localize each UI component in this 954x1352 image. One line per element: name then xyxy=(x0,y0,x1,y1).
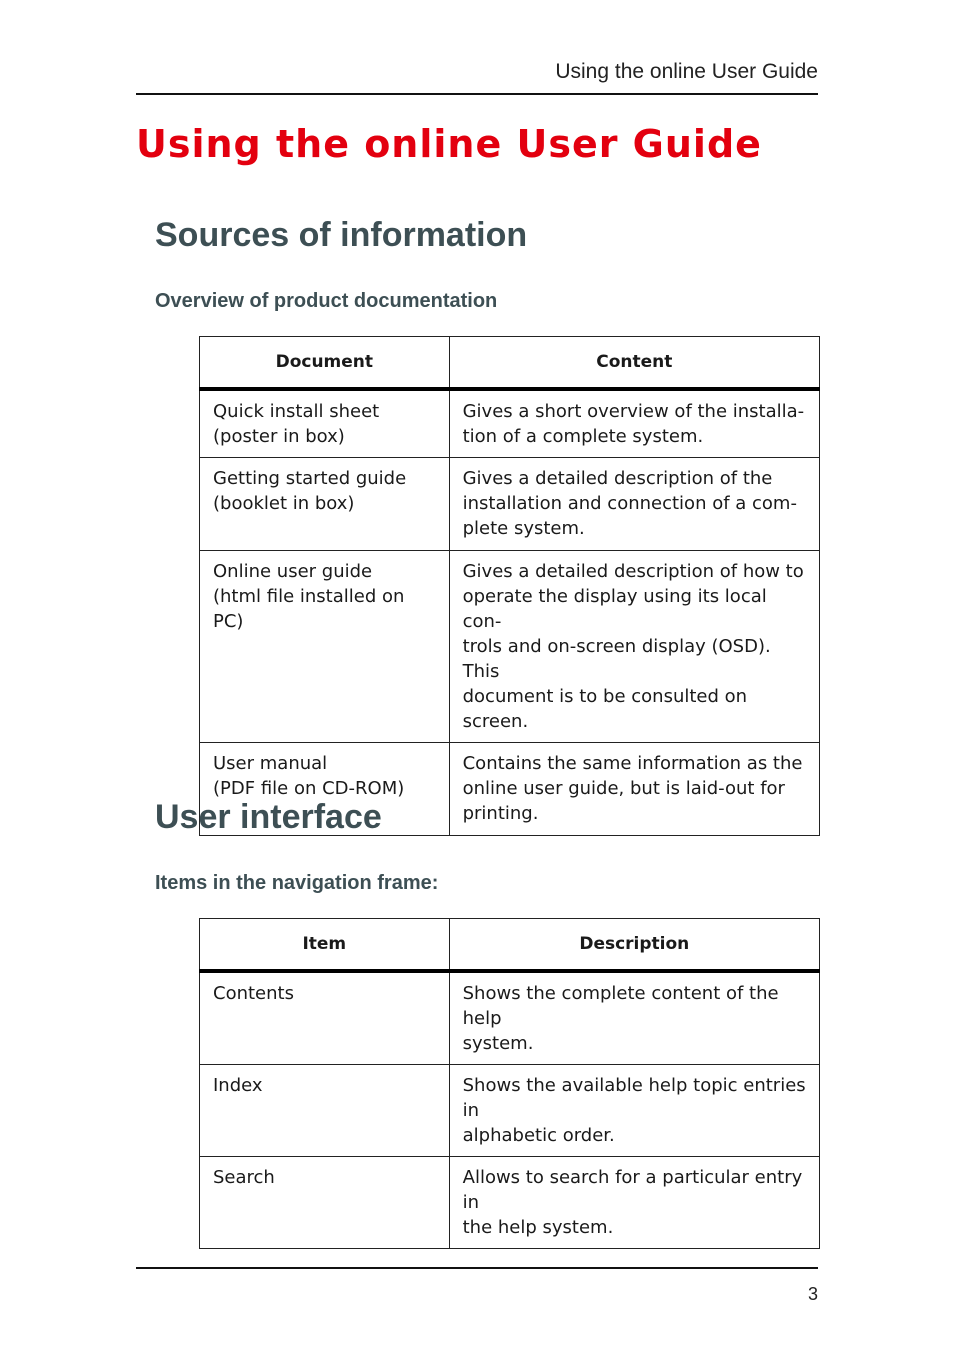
chapter-title: Using the online User Guide xyxy=(136,122,762,166)
content-cell: Gives a detailed description of the installation and connection of a com- plete system. xyxy=(449,458,819,551)
content-cell: Contains the same information as the online user guide, but is laid-out for printing. xyxy=(449,743,819,836)
header-rule xyxy=(136,93,818,95)
content-cell: Gives a detailed description of how to operate the display using its local con- trols and on-screen display (OSD). This document is to be consulted on screen. xyxy=(449,551,819,743)
table-row xyxy=(200,1157,820,1249)
navigation-subheading: Items in the navigation frame: xyxy=(155,872,439,894)
sources-heading: Sources of information xyxy=(155,216,528,254)
column-header-document: Document xyxy=(200,337,450,390)
item-cell: Contents xyxy=(200,971,450,1065)
document-cell: User manual (PDF file on CD-ROM) xyxy=(200,743,450,836)
page-number: 3 xyxy=(807,1284,818,1304)
documentation-subheading: Overview of product documentation xyxy=(155,290,498,312)
description-cell: Allows to search for a particular entry in the help system. xyxy=(449,1157,819,1249)
description-cell: Shows the complete content of the help system. xyxy=(449,971,819,1065)
document-cell: Quick install sheet (poster in box) xyxy=(200,389,450,458)
table-row xyxy=(200,971,820,1065)
running-header: Using the online User Guide xyxy=(555,60,818,83)
item-cell: Search xyxy=(200,1157,450,1249)
footer-rule xyxy=(136,1267,818,1269)
content-cell: Gives a short overview of the installa- tion of a complete system. xyxy=(449,389,819,458)
description-cell: Shows the available help topic entries in alphabetic order. xyxy=(449,1065,819,1157)
navigation-table xyxy=(199,918,820,1249)
item-cell: Index xyxy=(200,1065,450,1157)
table-row xyxy=(200,1065,820,1157)
documentation-table xyxy=(199,336,820,836)
table-row xyxy=(200,551,820,743)
column-header-item: Item xyxy=(200,919,450,972)
table-header-row xyxy=(200,919,820,972)
document-cell: Online user guide (html file installed on PC) xyxy=(200,551,450,743)
column-header-description: Description xyxy=(449,919,819,972)
table-row xyxy=(200,389,820,458)
user-interface-heading: User interface xyxy=(155,798,382,836)
table-row xyxy=(200,458,820,551)
document-cell: Getting started guide (booklet in box) xyxy=(200,458,450,551)
table-header-row xyxy=(200,337,820,390)
column-header-content: Content xyxy=(449,337,819,390)
